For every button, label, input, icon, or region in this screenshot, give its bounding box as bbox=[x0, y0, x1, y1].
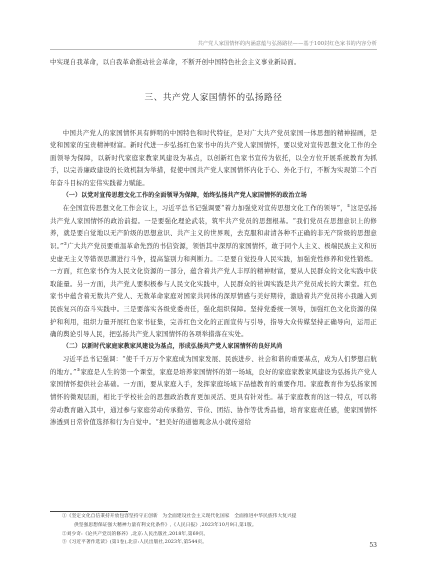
sub2-text-part2: 家庭是人生的第一个课堂，家庭是培养家国情怀的第一场域，良好的家庭家教家风建设为弘扬共产党人家国情怀提供社会基础。一方面，要从家庭入手，发挥家庭场域下品德教育的重要作用。家庭教育作为弘扬家国情怀的微观层面，相比于学校社会的思想政治教育更加灵活、更具有针对性。基于家庭教育的这一特点，可以将劳动教育融入其中，通过参与家庭劳动传承勤劳、节俭、团结、协作等优秀品德，培育家庭责任感，使家国情怀渗透到日常价值选择和行为自觉中。“把美好的道德观念从小就传递给 bbox=[50, 367, 378, 427]
footnote-2: ②刘少奇:《论共产党员的修养》,北京:人民出版社,2018年,第69页。 bbox=[62, 531, 209, 537]
footnote-ref-2[interactable]: ② bbox=[63, 240, 68, 246]
page-number: 53 bbox=[369, 542, 377, 549]
footnote-ref-3[interactable]: ③ bbox=[76, 366, 81, 372]
footnote-3: ③《习近平著作选读》(第1卷),北京:人民出版社,2023年,第544页。 bbox=[62, 540, 208, 546]
footnote-1-continued: 供坚强思想保证强大精神力量有利文化条件》,《人民日报》,2023年10月9日,第1版。 bbox=[74, 522, 257, 528]
subsection-1-paragraph bbox=[50, 202, 377, 341]
page-body bbox=[50, 56, 377, 429]
running-header: 共产党人家国情怀的内涵意蕴与弘扬路径——基于100封红色家书的内容分析 bbox=[197, 41, 377, 47]
footnote-divider bbox=[50, 511, 128, 512]
section-intro-paragraph: 中国共产党人的家国情怀具有鲜明的中国特色和时代特征，是对广大共产党员家国一体思想的精神描画，是党和国家的宝贵精神财富。新时代进一步弘扬红色家书中的共产党人家国情怀，要以党对宣传思想文化工作的全面领导为保障，以新时代家庭家教家风建设为基点，以创新红色家书宣传为依托，以全方位开展系统教育为抓手，以完善廉政建设的长效机制为举措，促使中国共产党人家国情怀内化于心、外化于行，不断为实现第二个百年奋斗目标的宏伟实践蓄力赋能。 bbox=[50, 128, 377, 187]
footnote-1: ①《坚定文化自信秉持开放包容坚持守正创新 为全面建设社会主义现代化国家 全面推进中华民族伟大复兴提 bbox=[62, 514, 297, 519]
subsection-2-heading: （二）以新时代家庭家教家风建设为基点，形成弘扬共产党人家国情怀的良好风尚 bbox=[62, 342, 283, 350]
footnote-ref-1[interactable]: ① bbox=[346, 203, 351, 209]
subsection-2-paragraph bbox=[50, 353, 377, 429]
sub1-text-part1: 在全国宣传思想文化工作会议上，习近平总书记强调要“着力加强党对宣传思想文化工作的领导”， bbox=[62, 204, 347, 213]
sub2-text-part1: 习近平总书记强调：“使千千万万个家庭成为国家发展、民族进步、社会和谐的重要基点，成为人们梦想启航的地方。” bbox=[50, 355, 377, 376]
sub1-text-part2: 这是弘扬共产党人家国情怀的政治前提。一是要强化理论武装，筑牢共产党员的思想根基。“我们党员在思想意识上的修养，就是要自觉地以无产阶级的思想意识、共产主义的世界观，去克服和肃清各种不正确的非无产阶级的思想意识。” bbox=[50, 204, 377, 250]
subsection-1-heading: （一）以党对宣传思想文化工作的全面领导为保障，始终弘扬共产党人家国情怀的政治立场 bbox=[62, 191, 307, 199]
header-divider bbox=[50, 49, 377, 50]
intro-paragraph: 中实现自我革命，以自我革命推动社会革命，不断开创中国特色社会主义事业新局面。 bbox=[50, 58, 301, 66]
sub1-text-part3: 广大共产党员要重温革命先烈的书信资源，领悟其中深厚的家国情怀，敢于同个人主义、极端民族主义和历史虚无主义等错误思潮进行斗争，提高鉴别力和判断力。二是要自觉投身人民实践，加强党性修养和党性锻炼。一方面，红色家书作为人民文化资源的一部分，蕴含着共产党人丰厚的精神财富，要从人民群众的文化实践中获取能量。另一方面，共产党人要积极参与人民文化实践中，人民群众的社调实践是共产党员成长的大课堂。红色家书中蕴含着无数共产党人、无数革命家庭对国家共同体的深厚情感与美好期待，激励着共产党员将小我融入到民族复兴的奋斗实践中。三是要落实各级党委责任，强化组织保障。坚持党委统一领导，加强红色文化资源的保护和利用，组织力量开展红色家书征集，完善红色文化的正面宣传与引导，指导大众传媒坚持正确导向，运用正确的舆论引导人民，把弘扬共产党人家国情怀的各项举措落在实处。 bbox=[50, 241, 378, 339]
section-title: 三、共产党人家国情怀的弘扬路径 bbox=[144, 92, 283, 103]
footnotes bbox=[50, 513, 377, 548]
